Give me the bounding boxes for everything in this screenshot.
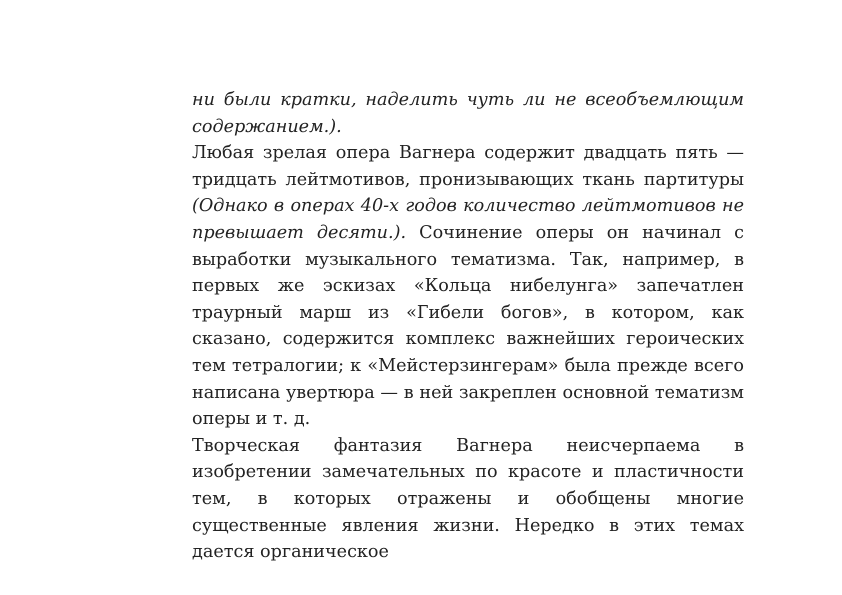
body-text <box>192 87 744 566</box>
paragraph-3 <box>192 433 744 566</box>
paragraph-1 <box>192 87 744 140</box>
paragraph-2 <box>192 140 744 433</box>
paragraph-3-text: Творческая фантазия Вагнера неисчерпаема в изобретении замечательных по красоте и пластичности тем, в которых отражены и обобщены многие существенные явления жизни. Нередко в этих темах дается органическое <box>192 435 744 563</box>
paragraph-2-text-b: Сочинение оперы он начинал с выработки музыкального тематизма. Так, например, в первых же эскизах «Кольца нибелунга» запечатлен траурный марш из «Гибели богов», в котором, как сказано, содержится комплекс важнейших героических тем тетралогии; к «Мейстерзингерам» была прежде всего написана увертюра — в ней закреплен основной тематизм оперы и т. д. <box>192 222 745 430</box>
paragraph-1-italic: ни были кратки, наделить чуть ли не всеобъемлющим содержанием.). <box>192 90 744 137</box>
paragraph-2-italic-note: (Однако в операх 40-х годов количество лейтмотивов не превышает десяти.). <box>192 196 744 243</box>
paragraph-2-text-a: Любая зрелая опера Вагнера содержит двадцать пять — тридцать лейтмотивов, пронизывающих ткань партитуры <box>192 143 744 190</box>
